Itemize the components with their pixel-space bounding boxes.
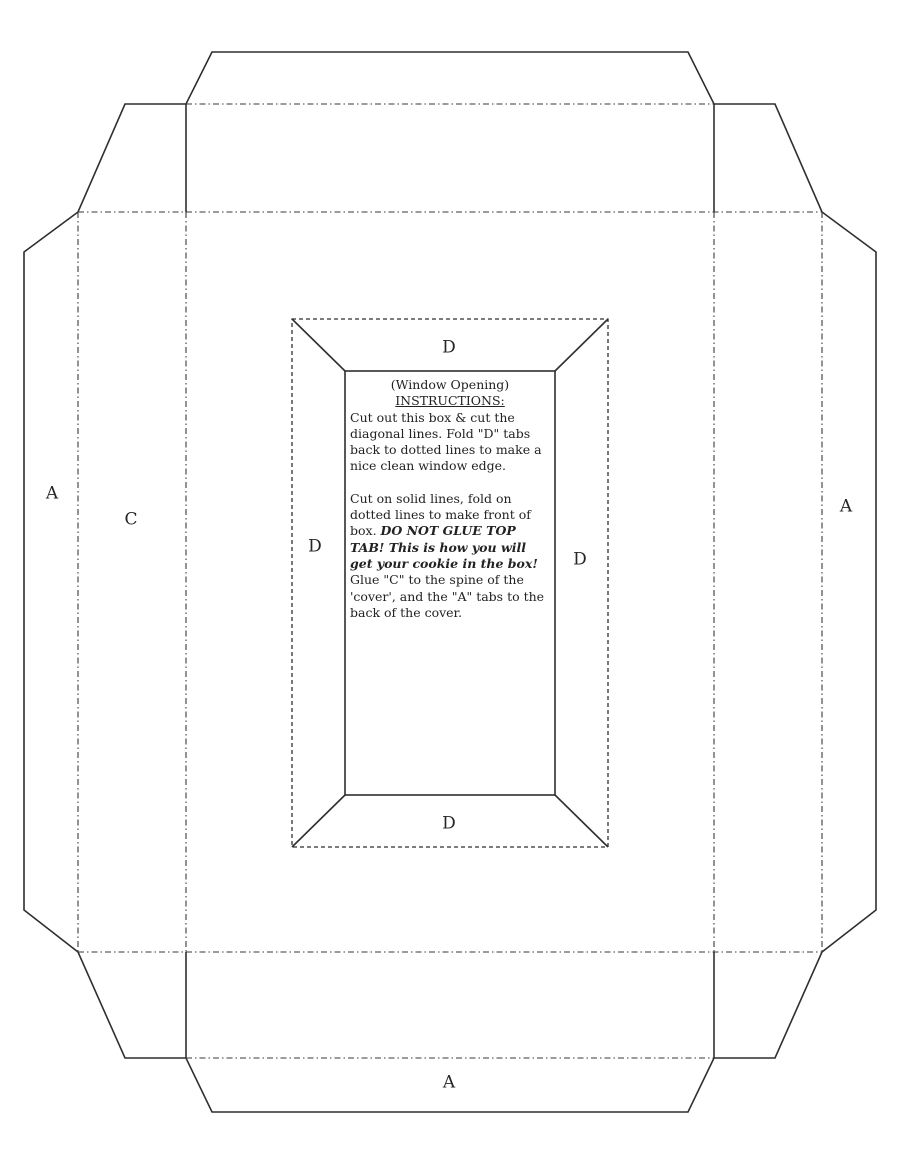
paragraph-spacer (350, 475, 550, 491)
window-tab-label-bottom-d: D (442, 813, 456, 834)
window-diagonal-bottom-left (292, 795, 345, 847)
instructions-heading: INSTRUCTIONS: (395, 393, 505, 409)
tab-label-bottom-a: A (442, 1072, 456, 1093)
window-tab-label-top-d: D (442, 337, 456, 358)
instructions-paragraph-2-outro: Glue "C" to the spine of the 'cover', and the "A" tabs to the back of the cover. (350, 572, 545, 620)
window-diagonal-top-left (292, 319, 345, 371)
instructions-block (350, 377, 550, 621)
window-diagonal-top-right (555, 319, 608, 371)
instructions-paragraph-2-intro: Cut on solid lines, fold on dotted lines to make front of box. (350, 490, 531, 539)
instructions-paragraph-2 (350, 491, 550, 621)
instructions-warning: DO NOT GLUE TOP TAB! This is how you will get your cookie in the box! (350, 523, 538, 571)
window-tab-label-right-d: D (573, 549, 587, 570)
spine-label-c: C (124, 509, 138, 530)
window-diagonal-bottom-right (555, 795, 608, 847)
instructions-paragraph-1: Cut out this box & cut the diagonal lines. Fold "D" tabs back to dotted lines to make a nice clean window edge. (350, 409, 542, 474)
tab-label-right-a: A (839, 496, 853, 517)
window-tab-label-left-d: D (308, 536, 322, 557)
tab-label-left-a: A (45, 483, 59, 504)
window-opening-caption: (Window Opening) (390, 377, 510, 392)
